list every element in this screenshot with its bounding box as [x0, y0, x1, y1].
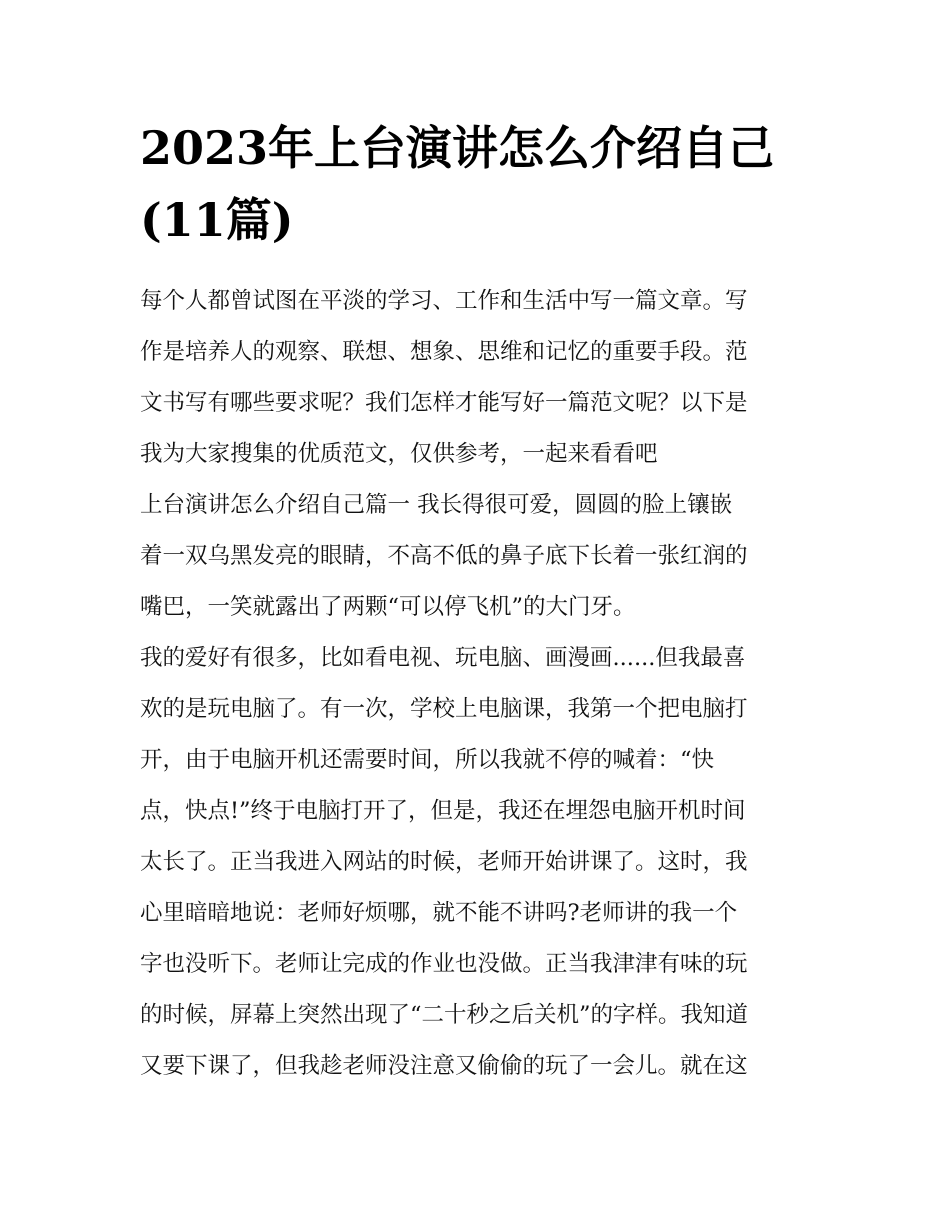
body-line: 字也没听下。老师让完成的作业也没做。正当我津津有味的玩 — [140, 951, 748, 977]
body-line: 点，快点!”终于电脑打开了，但是，我还在埋怨电脑开机时间 — [140, 798, 746, 824]
body-line: 开，由于电脑开机还需要时间，所以我就不停的喊着：“快 — [140, 747, 715, 773]
body-line: 作是培养人的观察、联想、想象、思维和记忆的重要手段。范 — [140, 339, 748, 365]
body-line: 的时候，屏幕上突然出现了“二十秒之后关机”的字样。我知道 — [140, 1002, 749, 1028]
body-line: 嘴巴，一笑就露出了两颗“可以停飞机”的大门牙。 — [140, 594, 636, 620]
body-line: 文书写有哪些要求呢？我们怎样才能写好一篇范文呢？以下是 — [140, 390, 748, 416]
body-line: 每个人都曾试图在平淡的学习、工作和生活中写一篇文章。写 — [140, 288, 748, 314]
body-line: 太长了。正当我进入网站的时候，老师开始讲课了。这时，我 — [140, 849, 748, 875]
document-body — [140, 276, 820, 1092]
body-line: 我的爱好有很多，比如看电视、玩电脑、画漫画......但我最喜 — [140, 645, 746, 671]
body-line: 欢的是玩电脑了。有一次，学校上电脑课，我第一个把电脑打 — [140, 696, 748, 722]
title-line-2: (11篇) — [140, 193, 294, 247]
body-line: 上台演讲怎么介绍自己篇一 我长得很可爱，圆圆的脸上镶嵌 — [140, 492, 733, 518]
document-title — [140, 112, 820, 256]
body-line: 又要下课了，但我趁老师没注意又偷偷的玩了一会儿。就在这 — [140, 1053, 748, 1079]
body-line: 心里暗暗地说：老师好烦哪，就不能不讲吗?老师讲的我一个 — [140, 900, 738, 926]
body-line: 着一双乌黑发亮的眼睛，不高不低的鼻子底下长着一张红润的 — [140, 543, 748, 569]
body-line: 我为大家搜集的优质范文，仅供参考，一起来看看吧 — [140, 441, 658, 467]
title-line-1: 2023年上台演讲怎么介绍自己 — [140, 121, 775, 175]
